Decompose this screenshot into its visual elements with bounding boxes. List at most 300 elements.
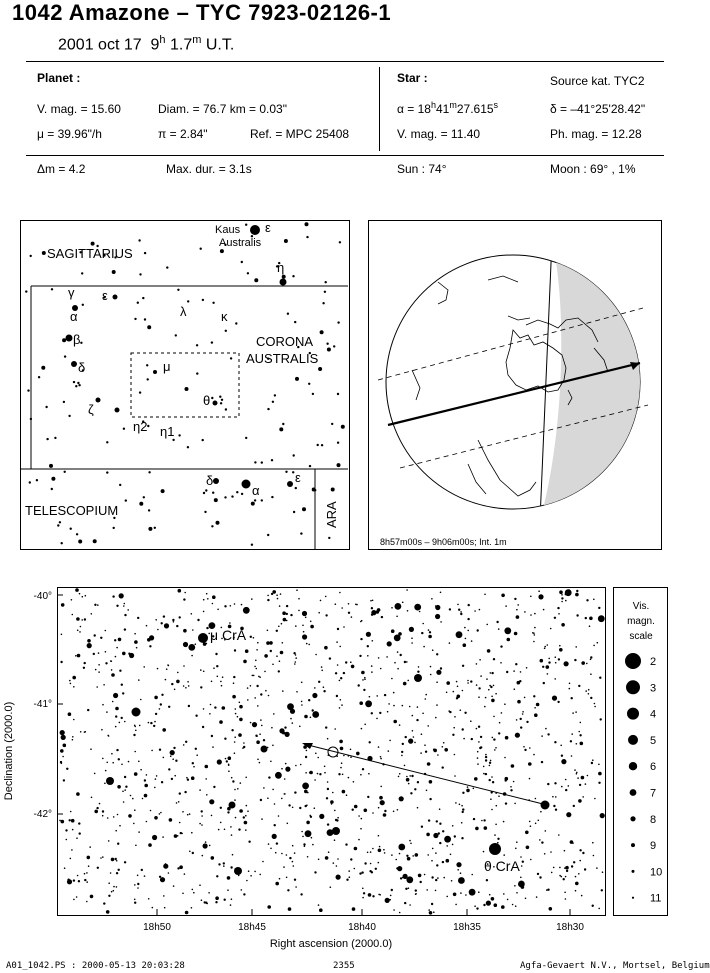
star-dot	[589, 625, 591, 627]
label-delta-bottom: δ	[206, 473, 214, 488]
star-dot	[380, 758, 382, 760]
star-dot	[267, 599, 269, 601]
chart-frame	[58, 588, 606, 916]
star-dot	[314, 687, 316, 689]
star-dot	[486, 624, 488, 626]
star-dot	[372, 895, 374, 897]
star-dot	[402, 877, 404, 879]
star-dot	[512, 904, 514, 906]
star-dot	[259, 874, 261, 876]
star-dot	[134, 884, 136, 886]
star-dot	[564, 892, 566, 894]
star-dot	[386, 656, 388, 658]
star-dot	[353, 781, 355, 783]
star-dot	[294, 791, 296, 793]
star-phmag: Ph. mag. = 12.28	[550, 127, 642, 141]
star-dot	[140, 769, 142, 771]
star-dot	[371, 665, 373, 667]
star-dot	[564, 850, 566, 852]
star-chart	[0, 583, 680, 963]
star-dot	[202, 439, 204, 441]
star-dot	[478, 687, 480, 689]
star-dot	[526, 721, 528, 723]
star-dot	[91, 613, 93, 615]
star-dot	[232, 695, 236, 699]
star-dot	[570, 840, 574, 844]
star-dot	[403, 682, 407, 686]
star-dot	[442, 830, 444, 832]
star-dot	[314, 489, 316, 491]
star-dot	[524, 611, 526, 613]
star-dot	[88, 865, 90, 867]
star-dot	[376, 695, 378, 697]
page-title: 1042 Amazone – TYC 7923-02126-1	[12, 0, 392, 25]
star-dot	[192, 629, 194, 631]
star-dot	[290, 718, 292, 720]
globe-panel	[368, 220, 662, 550]
star-dot	[505, 736, 509, 740]
star-dot	[62, 756, 64, 758]
star-dot	[295, 765, 297, 767]
star-dot	[499, 722, 501, 724]
star-dot	[201, 824, 203, 826]
star-dot	[317, 444, 319, 446]
star-dot	[185, 387, 189, 391]
star-dot	[467, 680, 469, 682]
star-dot	[286, 877, 288, 879]
scale-label: 9	[650, 840, 657, 853]
star-dot	[299, 726, 301, 728]
star-dot	[378, 894, 380, 896]
star-dot	[193, 766, 195, 768]
star-dot	[87, 856, 91, 860]
star-dot	[379, 796, 383, 800]
star-dot	[124, 628, 126, 630]
star-dot	[146, 821, 148, 823]
star-dot	[97, 604, 99, 606]
star-dot	[281, 798, 283, 800]
star-dot	[234, 736, 236, 738]
star-dot	[138, 679, 140, 681]
star-dot	[558, 658, 560, 660]
star-dot	[117, 814, 119, 816]
star-dot	[489, 685, 491, 687]
star-dot	[293, 454, 295, 456]
star-dot	[173, 621, 175, 623]
star-dot	[326, 797, 328, 799]
star-dot	[530, 825, 532, 827]
star-dot	[160, 877, 165, 882]
star-dot	[551, 872, 553, 874]
star-dot	[515, 663, 517, 665]
star-dot	[139, 273, 141, 275]
star-dot	[231, 495, 233, 497]
star-dot	[561, 755, 563, 757]
star-dot	[116, 872, 118, 874]
star-dot	[367, 852, 369, 854]
star-dot	[550, 628, 552, 630]
star-dot	[573, 861, 575, 863]
star-dot	[565, 600, 567, 602]
star-dot	[560, 745, 562, 747]
star-dot	[89, 846, 91, 848]
star-dot	[598, 772, 602, 776]
star-dot	[485, 759, 487, 761]
star-dot	[70, 528, 72, 530]
star-dot	[73, 381, 75, 383]
star-dot	[453, 727, 455, 729]
star-dot	[493, 738, 495, 740]
star-dot	[428, 909, 430, 911]
star-dot	[462, 665, 464, 667]
star-dot	[174, 834, 178, 838]
star-dot	[235, 322, 237, 324]
star-dot	[337, 463, 341, 467]
star-dot	[321, 666, 323, 668]
star-dot	[267, 797, 269, 799]
star-dot	[371, 712, 373, 714]
star-dot	[354, 868, 356, 870]
star-dot	[625, 653, 641, 669]
star-dot	[337, 628, 339, 630]
star-dot	[141, 869, 143, 871]
star-dot	[255, 660, 257, 662]
star-dot	[345, 843, 347, 845]
star-dot	[503, 821, 505, 823]
star-dot	[280, 593, 282, 595]
star-dot	[205, 841, 207, 843]
star-dot	[396, 616, 398, 618]
star-dot	[79, 631, 81, 633]
star-dot	[207, 598, 209, 600]
star-dot	[536, 896, 538, 898]
star-dot	[397, 651, 399, 653]
star-dot	[265, 690, 267, 692]
star-dot	[104, 783, 106, 785]
star-dot	[485, 697, 487, 699]
star-dot	[283, 618, 287, 622]
star-dot	[224, 829, 226, 831]
star-dot	[111, 891, 113, 893]
star-dot	[83, 667, 85, 669]
star-dot	[577, 777, 579, 779]
star-dot	[485, 773, 487, 775]
star-dot	[289, 857, 291, 859]
star-dot	[185, 687, 187, 689]
star-dot	[295, 625, 297, 627]
scale-label: 3	[650, 682, 657, 695]
star-dot	[473, 818, 475, 820]
star-dot	[154, 696, 158, 700]
star-dot	[425, 694, 427, 696]
star-dot	[493, 658, 495, 660]
star-dot	[404, 902, 406, 904]
star-dot	[335, 819, 337, 821]
star-dot	[101, 729, 103, 731]
star-dot	[588, 689, 590, 691]
star-dot	[204, 511, 206, 513]
star-dot	[226, 760, 228, 762]
star-dot	[426, 889, 428, 891]
star-dot	[498, 732, 500, 734]
star-dot	[213, 478, 219, 484]
star-dot	[282, 642, 284, 644]
star-dot	[409, 627, 414, 632]
star-dot	[395, 603, 402, 610]
star-dot	[522, 711, 524, 713]
star-dot	[263, 739, 265, 741]
star-dot	[118, 758, 120, 760]
star-dot	[379, 712, 381, 714]
star-dot	[422, 623, 424, 625]
star-dot	[327, 738, 329, 740]
star-dot	[359, 655, 361, 657]
star-dot	[184, 592, 186, 594]
star-dot	[343, 755, 345, 757]
star-dot	[516, 841, 518, 843]
star-dot	[98, 671, 100, 673]
star-dot	[521, 881, 523, 883]
star-dot	[544, 646, 546, 648]
star-dot	[239, 702, 241, 704]
star-dot	[86, 872, 88, 874]
star-dot	[452, 734, 454, 736]
star-dot	[272, 789, 274, 791]
star-dot	[458, 877, 465, 884]
star-dot	[593, 645, 595, 647]
star-dot	[399, 796, 404, 801]
star-dot	[260, 799, 262, 801]
star-dot	[142, 798, 144, 800]
star-dot	[354, 847, 358, 851]
star-dot	[176, 680, 180, 684]
star-dot	[306, 821, 310, 825]
star-dot	[431, 860, 433, 862]
star-dot	[520, 877, 522, 879]
xtick-1850: 18h50	[143, 922, 171, 933]
star-dot	[548, 661, 550, 663]
star-dot	[468, 604, 470, 606]
star-dot	[391, 607, 393, 609]
star-dot	[60, 730, 65, 735]
star-dot	[106, 777, 114, 785]
star-dot	[484, 826, 488, 830]
star-dot	[561, 623, 565, 627]
star-dot	[626, 680, 640, 694]
star-dot	[229, 802, 236, 809]
star-dot	[435, 717, 437, 719]
star-dot	[371, 871, 373, 873]
star-dot	[348, 612, 350, 614]
star-dot	[100, 637, 102, 639]
star-dot	[250, 875, 252, 877]
star-dot	[446, 859, 450, 863]
star-dot	[234, 752, 236, 754]
star-dot	[69, 819, 71, 821]
star-dot	[197, 619, 199, 621]
star-dot	[70, 811, 72, 813]
star-dot	[84, 618, 86, 620]
sun-elongation: Sun : 74°	[397, 162, 447, 176]
star-dot	[408, 887, 410, 889]
star-dot	[510, 786, 512, 788]
star-dot	[369, 696, 371, 698]
star-dot	[205, 778, 207, 780]
star-dot	[187, 779, 189, 781]
star-dot	[327, 348, 331, 352]
star-dot	[99, 803, 101, 805]
star-dot	[203, 492, 205, 494]
star-dot	[402, 705, 404, 707]
star-dot	[105, 651, 107, 653]
star-dot	[561, 594, 563, 596]
star-dot	[133, 734, 135, 736]
star-dot	[93, 653, 95, 655]
star-dot	[199, 789, 201, 791]
star-dot	[485, 756, 487, 758]
star-dot	[319, 773, 321, 775]
star-dot	[460, 709, 462, 711]
star-dot	[296, 691, 298, 693]
star-dot	[481, 820, 483, 822]
star-dot	[505, 802, 507, 804]
star-dot	[78, 384, 80, 386]
star-dot	[137, 302, 139, 304]
star-dot	[538, 590, 540, 592]
star-dot	[309, 465, 311, 467]
star-dot	[339, 707, 341, 709]
star-dot	[541, 801, 550, 810]
star-dot	[230, 904, 232, 906]
star-dot	[364, 677, 366, 679]
star-dot	[146, 774, 148, 776]
star-dot	[245, 437, 247, 439]
star-dot	[384, 694, 386, 696]
planet-parallax: π = 2.84"	[158, 127, 208, 141]
star-dot	[474, 905, 476, 907]
star-dot	[77, 875, 79, 877]
star-dot	[188, 705, 190, 707]
star-dot	[103, 684, 105, 686]
star-dot	[449, 608, 451, 610]
star-dot	[183, 685, 185, 687]
star-dot	[575, 646, 577, 648]
star-dot	[208, 892, 210, 894]
star-dot	[525, 898, 527, 900]
star-dot	[135, 845, 137, 847]
star-dot	[137, 617, 139, 619]
star-dot	[295, 377, 299, 381]
star-dot	[377, 608, 381, 612]
planet-vmag: V. mag. = 15.60	[37, 102, 121, 116]
star-dot	[315, 753, 317, 755]
star-dot	[497, 838, 499, 840]
star-dot	[507, 638, 511, 642]
star-dot	[256, 649, 258, 651]
star-dot	[200, 669, 202, 671]
star-dot	[106, 711, 108, 713]
label-zeta: ζ	[88, 402, 94, 417]
star-dot	[470, 720, 472, 722]
star-dot	[170, 750, 175, 755]
star-dot	[38, 376, 40, 378]
star-dot	[294, 321, 296, 323]
star-dot	[457, 695, 461, 699]
star-dot	[408, 739, 413, 744]
star-dot	[455, 904, 457, 906]
star-dot	[163, 615, 165, 617]
star-dot	[153, 370, 157, 374]
star-dot	[491, 809, 493, 811]
star-dot	[364, 862, 366, 864]
star-dot	[271, 727, 273, 729]
star-dot	[632, 870, 635, 873]
star-dot	[454, 754, 456, 756]
max-duration: Max. dur. = 3.1s	[166, 162, 252, 176]
star-dot	[172, 619, 174, 621]
star-dot	[541, 735, 543, 737]
star-dot	[203, 611, 205, 613]
star-dot	[77, 382, 79, 384]
star-dot	[94, 634, 96, 636]
star-dot	[300, 893, 302, 895]
star-dot	[592, 759, 594, 761]
star-dot	[409, 840, 411, 842]
field-box	[131, 353, 239, 417]
star-dot	[515, 733, 520, 738]
star-dot	[239, 809, 243, 813]
star-dot	[221, 399, 223, 401]
star-dot	[281, 623, 283, 625]
star-dot	[113, 816, 115, 818]
star-dot	[188, 685, 190, 687]
star-dot	[539, 839, 541, 841]
star-dot	[435, 852, 437, 854]
star-dot	[227, 876, 231, 880]
star-dot	[495, 747, 497, 749]
star-heading: Star :	[397, 71, 428, 85]
star-dot	[432, 649, 434, 651]
star-dot	[337, 817, 339, 819]
star-dot	[124, 614, 126, 616]
star-dot	[61, 735, 66, 740]
star-dot	[203, 708, 205, 710]
star-dot	[310, 816, 312, 818]
star-dot	[463, 643, 467, 647]
star-dot	[454, 716, 456, 718]
star-dot	[206, 794, 208, 796]
star-dot	[355, 604, 357, 606]
star-dot	[357, 753, 359, 755]
star-dot	[103, 902, 105, 904]
star-dot	[327, 788, 329, 790]
star-dot	[361, 620, 363, 622]
star-dot	[228, 770, 230, 772]
star-dot	[71, 849, 73, 851]
star-dot	[171, 778, 173, 780]
star-dot	[121, 684, 123, 686]
star-dot	[588, 693, 590, 695]
star-dot	[251, 502, 255, 506]
star-dot	[233, 682, 235, 684]
star-dot	[134, 640, 138, 644]
star-dot	[332, 792, 334, 794]
star-dot	[443, 877, 445, 879]
star-dot	[139, 725, 141, 727]
star-dot	[442, 746, 444, 748]
star-dot	[294, 852, 296, 854]
star-dot	[384, 852, 386, 854]
